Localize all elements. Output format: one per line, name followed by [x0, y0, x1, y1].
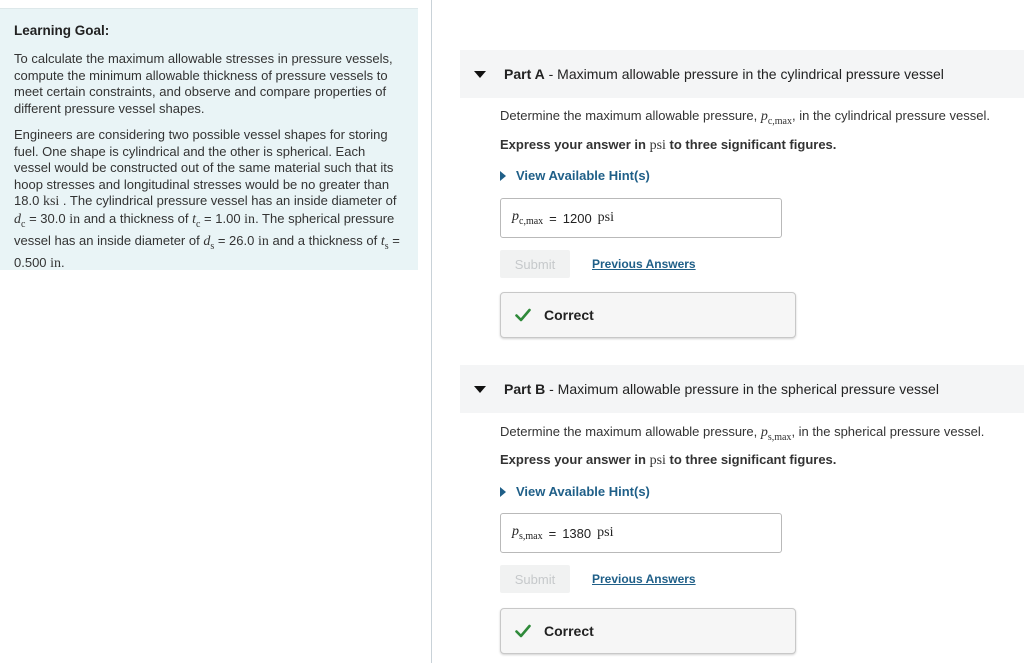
equals-sign: = [548, 525, 557, 541]
part-b-submit-button[interactable]: Submit [500, 565, 570, 593]
part-b-instructions: Express your answer in psi to three significant figures. [500, 452, 837, 468]
part-a-instructions: Express your answer in psi to three significant figures. [500, 137, 837, 153]
learning-goal-title: Learning Goal: [14, 23, 110, 38]
column-divider [431, 0, 432, 663]
ts-symbol: $t_s$ [380, 233, 389, 252]
hint-label: View Available Hint(s) [516, 484, 650, 499]
part-b-answer-field[interactable] [500, 513, 782, 553]
caret-right-icon [500, 487, 506, 497]
equals-sign: = [549, 210, 557, 226]
answer-value[interactable]: 1380 [562, 525, 592, 541]
statement-text: . The cylindrical pressure vessel has an inside diameter of [62, 193, 397, 208]
in-unit: in [257, 233, 269, 249]
in-unit: in [244, 211, 256, 227]
part-a-correct-feedback [500, 292, 796, 338]
in-unit: in [50, 256, 62, 272]
correct-label: Correct [544, 307, 594, 323]
part-b-previous-answers-link[interactable]: Previous Answers [592, 572, 696, 586]
part-a-submit-button[interactable]: Submit [500, 250, 570, 278]
tc-symbol: $t_c$ [192, 211, 201, 230]
part-b-correct-feedback [500, 608, 796, 654]
part-a-question: Determine the maximum allowable pressure, $p_{c,max}$, in the cylindrical pressure vessel. [500, 108, 990, 127]
answer-unit: psi [597, 525, 614, 540]
dc-value: = 30.0 [25, 210, 70, 226]
answer-variable: $p_{c,max}$ [512, 209, 544, 227]
caret-right-icon [500, 171, 506, 181]
ds-symbol: $d_s$ [203, 233, 215, 252]
checkmark-icon [515, 624, 531, 638]
ksi-unit: ksi [42, 194, 60, 209]
tc-value: = 1.00 [200, 210, 245, 226]
answer-value[interactable]: 1200 [562, 210, 592, 226]
statement-text: . [61, 255, 65, 271]
learning-goal-paragraph: To calculate the maximum allowable stresses in pressure vessels, compute the minimum allowable thickness of pressure vessels to meet certain constraints, and observe and compare properties of different pressure vessel shapes. [14, 51, 393, 116]
part-b-header[interactable] [460, 365, 1024, 413]
statement-text: and a thickness of [80, 210, 193, 226]
part-a-answer-field[interactable] [500, 198, 782, 238]
part-b-question: Determine the maximum allowable pressure, $p_{s,max}$, in the spherical pressure vessel. [500, 424, 985, 443]
part-b-title: Part B - Maximum allowable pressure in the spherical pressure vessel [504, 381, 939, 397]
hint-label: View Available Hint(s) [516, 168, 650, 183]
answer-unit: psi [597, 210, 615, 225]
part-a-title: Part A - Maximum allowable pressure in the cylindrical pressure vessel [504, 66, 944, 82]
part-a-previous-answers-link[interactable]: Previous Answers [592, 257, 696, 271]
dc-symbol: $d_c$ [14, 211, 26, 230]
part-b-hint-link[interactable] [500, 484, 650, 499]
caret-down-icon[interactable] [474, 71, 486, 78]
learning-goal-panel [0, 8, 418, 270]
statement-text: Engineers are considering two possible vessel shapes for storing fuel. One shape is cylindrical and the other is spherical. Each vessel would be constructed out of the same material such that its hoop stresses and longitudinal stresses would be no greater than 18.0 [14, 127, 394, 208]
part-a-hint-link[interactable] [500, 168, 650, 183]
ts-value: = 0.500 [14, 232, 400, 271]
ds-value: = 26.0 [214, 232, 258, 248]
problem-statement [14, 127, 404, 273]
correct-label: Correct [544, 623, 594, 639]
in-unit: in [69, 211, 81, 227]
statement-text: . The spherical pressure vessel has an inside diameter of [14, 210, 395, 248]
statement-text: and a thickness of [268, 232, 381, 248]
part-a-header[interactable] [460, 50, 1024, 98]
answer-variable: $p_{s,max}$ [512, 524, 543, 542]
checkmark-icon [515, 308, 531, 322]
caret-down-icon[interactable] [474, 386, 486, 393]
